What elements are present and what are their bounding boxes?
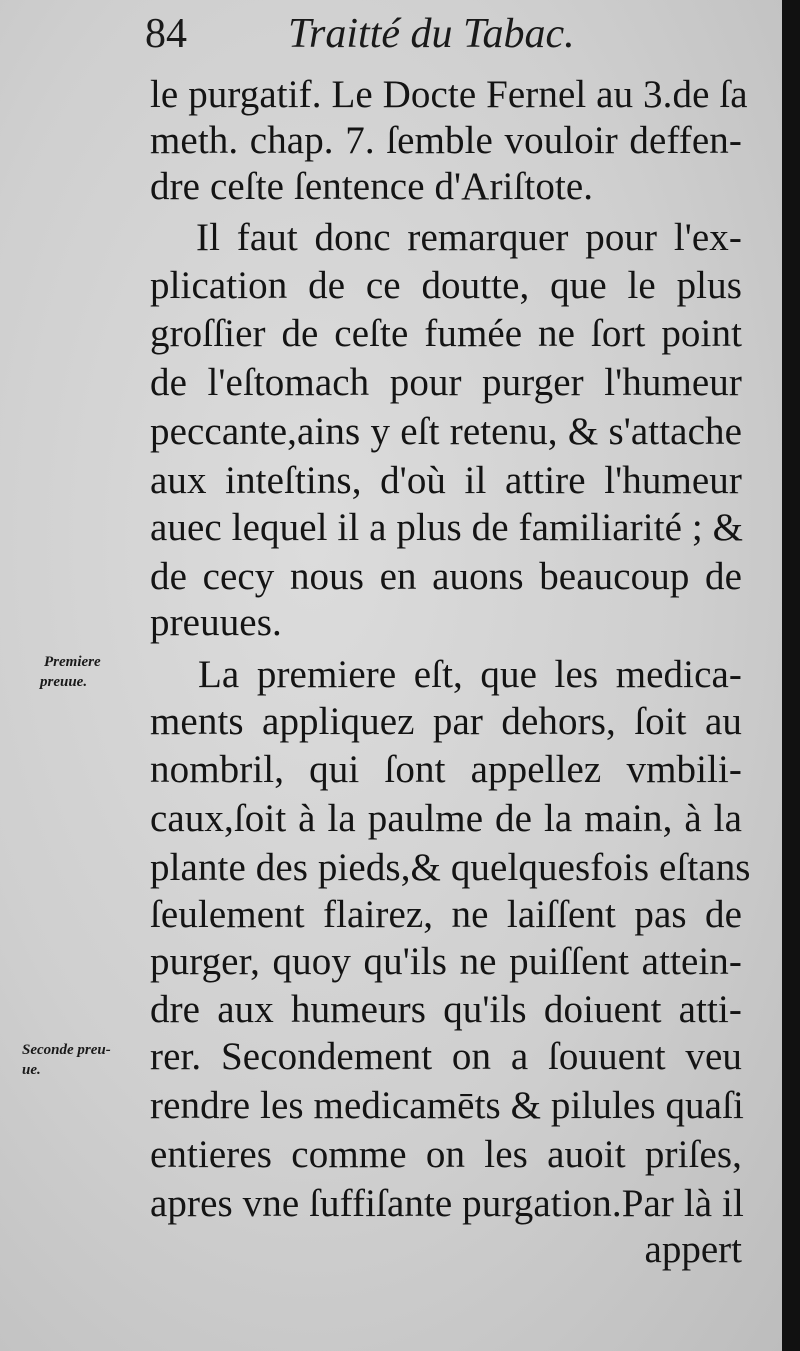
text-line: purger, quoy qu'ils ne puiſſent attein- bbox=[150, 940, 742, 983]
text-line: apres vne ſuffiſante purgation.Par là il bbox=[150, 1182, 744, 1225]
text-line: ments appliquez par dehors, ſoit au bbox=[150, 700, 742, 743]
page-number: 84 bbox=[145, 11, 187, 57]
text-line: peccante,ains y eſt retenu, & s'attache bbox=[150, 410, 742, 453]
margin-note-seconde-preuve bbox=[22, 1040, 111, 1080]
margin-note-line: Premiere bbox=[44, 654, 101, 670]
text-line: plication de ce doutte, que le plus bbox=[150, 264, 742, 307]
page-header bbox=[145, 10, 745, 70]
text-line: plante des pieds,& quelquesfois eſtans bbox=[150, 846, 751, 889]
text-line: auec lequel il a plus de familiarité ; & bbox=[150, 506, 744, 549]
running-title: Traitté du Tabac. bbox=[288, 11, 575, 57]
text-line: rer. Secondement on a ſouuent veu bbox=[150, 1035, 742, 1078]
text-line: entieres comme on les auoit priſes, bbox=[150, 1133, 742, 1176]
text-line: aux inteſtins, d'où il attire l'humeur bbox=[150, 459, 742, 502]
text-line: preuues. bbox=[150, 601, 282, 644]
text-line: rendre les medicamēts & pilules quaſi bbox=[150, 1084, 744, 1127]
text-line: Il faut donc remarquer pour l'ex- bbox=[196, 216, 742, 259]
text-line: dre ceſte ſentence d'Ariſtote. bbox=[150, 165, 594, 208]
margin-note-line: preuue. bbox=[40, 674, 88, 690]
catchword: appert bbox=[644, 1228, 742, 1271]
text-line: le purgatif. Le Docte Fernel au 3.de ſa bbox=[150, 73, 748, 116]
text-line: ſeulement flairez, ne laiſſent pas de bbox=[150, 893, 742, 936]
text-line: La premiere eſt, que les medica- bbox=[198, 653, 742, 696]
margin-note-line: ue. bbox=[22, 1062, 41, 1078]
text-line: caux,ſoit à la paulme de la main, à la bbox=[150, 797, 742, 840]
text-line: groſſier de ceſte fumée ne ſort point bbox=[150, 312, 742, 355]
text-line: nombril, qui ſont appellez vmbili- bbox=[150, 748, 742, 791]
text-line: dre aux humeurs qu'ils doiuent atti- bbox=[150, 988, 742, 1031]
text-line: de cecy nous en auons beaucoup de bbox=[150, 555, 742, 598]
text-line: de l'eſtomach pour purger l'humeur bbox=[150, 361, 742, 404]
text-line: meth. chap. 7. ſemble vouloir deffen- bbox=[150, 119, 742, 162]
page-edge bbox=[782, 0, 800, 1351]
margin-note-premiere-preuve bbox=[40, 652, 101, 692]
margin-note-line: Seconde preu- bbox=[22, 1042, 111, 1058]
